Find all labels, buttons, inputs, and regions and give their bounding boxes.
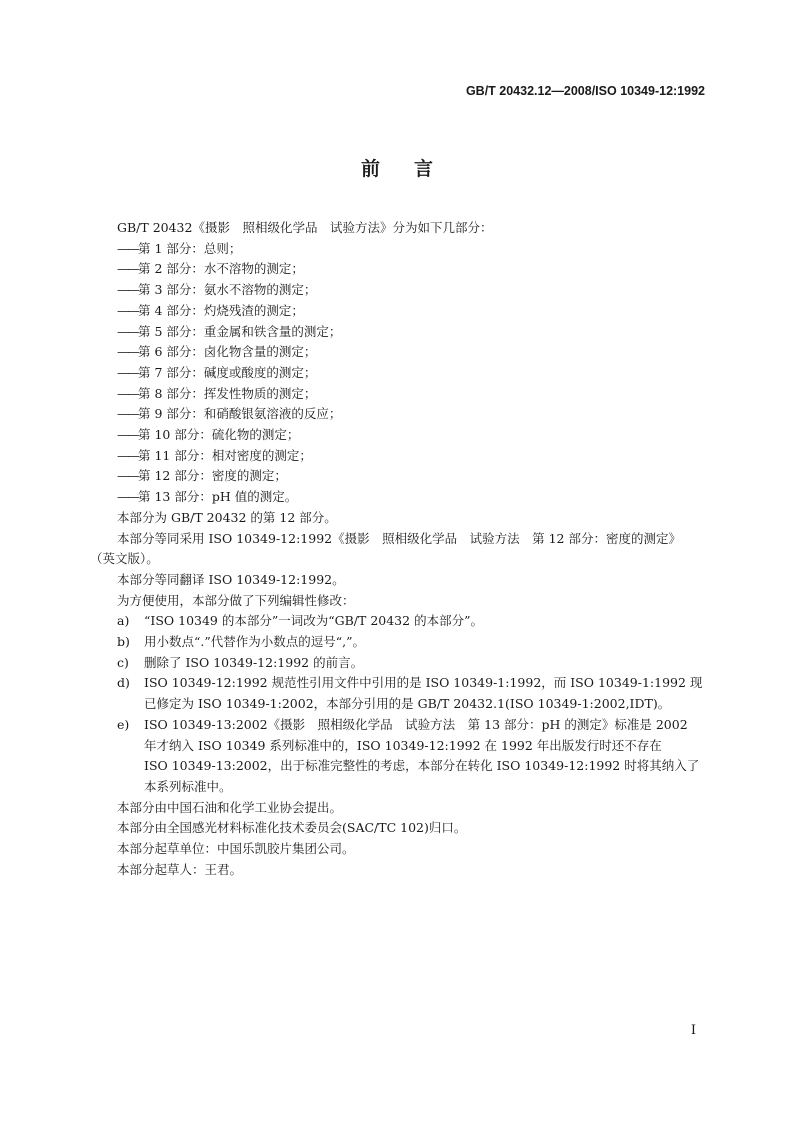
dash-mark: ——: [117, 344, 138, 360]
list-item: [90, 466, 710, 487]
title-char-2: 言: [414, 158, 434, 180]
list-item-text: ISO 10349-13:2002《摄影 照相级化学品 试验方法 第 13 部分：pH 的测定》标准是 2002: [144, 716, 688, 732]
list-item: [90, 653, 710, 674]
dash-mark: ——: [117, 240, 138, 256]
adopt-paragraph-line-2: （英文版）。: [90, 551, 159, 567]
list-item: [90, 259, 710, 280]
list-item-text: 用小数点“.”代替作为小数点的逗号“,”。: [144, 634, 366, 650]
list-item-label: b): [117, 634, 130, 650]
list-item: [90, 673, 710, 714]
list-item-text: 第 2 部分：水不溶物的测定；: [138, 261, 304, 277]
list-item: [90, 446, 710, 467]
list-item-label: d): [117, 675, 130, 691]
list-item-text: ISO 10349-12:1992 规范性引用文件中引用的是 ISO 10349-1:1992，而 ISO 10349-1:1992 现: [144, 675, 703, 691]
page-number: I: [690, 1023, 696, 1038]
list-item: [90, 487, 710, 508]
list-item-text: 第 5 部分：重金属和铁含量的测定；: [138, 323, 342, 339]
document-body: [90, 218, 710, 881]
list-item-text: 本系列标准中。: [144, 778, 232, 794]
list-item: [90, 363, 710, 384]
edits-list: [90, 611, 710, 797]
edit-intro-paragraph: 为方便使用，本部分做了下列编辑性修改：: [117, 592, 355, 608]
list-item-label: c): [117, 654, 129, 670]
list-item-text: “ISO 10349 的本部分”一词改为“GB/T 20432 的本部分”。: [144, 613, 483, 629]
page-title: [0, 154, 794, 181]
centralized-paragraph: 本部分由全国感光材料标准化技术委员会(SAC/TC 102)归口。: [117, 820, 467, 836]
list-item: [90, 632, 710, 653]
list-item: [90, 322, 710, 343]
dash-mark: ——: [117, 302, 138, 318]
list-item: [90, 425, 710, 446]
dash-mark: ——: [117, 468, 138, 484]
standard-code: GB/T 20432.12—2008/ISO 10349-12:1992: [465, 84, 705, 98]
part-of-paragraph: 本部分为 GB/T 20432 的第 12 部分。: [117, 509, 337, 525]
drafting-unit-paragraph: 本部分起草单位：中国乐凯胶片集团公司。: [117, 841, 355, 857]
list-item-text: 第 6 部分：卤化物含量的测定；: [138, 344, 317, 360]
list-item: [90, 384, 710, 405]
dash-mark: ——: [117, 323, 138, 339]
list-item: [90, 239, 710, 260]
list-item: [90, 342, 710, 363]
list-item-label: a): [117, 613, 130, 629]
list-item-text: 删除了 ISO 10349-12:1992 的前言。: [144, 654, 364, 670]
translate-paragraph: 本部分等同翻译 ISO 10349-12:1992。: [117, 571, 345, 587]
list-item-label: e): [117, 716, 130, 732]
parts-list: [90, 239, 710, 508]
dash-mark: ——: [117, 489, 138, 505]
list-item-text: 第 1 部分：总则；: [138, 240, 242, 256]
list-item-text: 第 9 部分：和硝酸银氨溶液的反应；: [138, 406, 342, 422]
list-item-text: 第 12 部分：密度的测定；: [138, 468, 287, 484]
list-item-text: 年才纳入 ISO 10349 系列标准中的，ISO 10349-12:1992 在 1992 年出版发行时还不存在: [144, 737, 662, 753]
dash-mark: ——: [117, 427, 138, 443]
list-item: [90, 611, 710, 632]
list-item: [90, 715, 710, 798]
list-item-text: 第 4 部分：灼烧残渣的测定；: [138, 302, 304, 318]
list-item-text: 第 8 部分：挥发性物质的测定；: [138, 385, 317, 401]
list-item-text: 第 7 部分：碱度或酸度的测定；: [138, 364, 317, 380]
dash-mark: ——: [117, 447, 138, 463]
list-item: [90, 404, 710, 425]
list-item: [90, 280, 710, 301]
dash-mark: ——: [117, 385, 138, 401]
list-item-text: 第 10 部分：硫化物的测定；: [138, 427, 300, 443]
list-item-text: 第 11 部分：相对密度的测定；: [138, 447, 312, 463]
dash-mark: ——: [117, 364, 138, 380]
intro-paragraph: GB/T 20432《摄影 照相级化学品 试验方法》分为如下几部分：: [117, 220, 493, 235]
drafter-paragraph: 本部分起草人：王君。: [117, 861, 243, 877]
dash-mark: ——: [117, 282, 138, 298]
list-item: [90, 301, 710, 322]
proposed-paragraph: 本部分由中国石油和化学工业协会提出。: [117, 799, 343, 815]
list-item-text: ISO 10349-13:2002，出于标准完整性的考虑，本部分在转化 ISO 10349-12:1992 时将其纳入了: [144, 758, 700, 774]
list-item-text: 已修定为 ISO 10349-1:2002，本部分引用的是 GB/T 20432.1(ISO 10349-1:2002,IDT)。: [144, 696, 671, 712]
dash-mark: ——: [117, 261, 138, 277]
adopt-paragraph-line-1: 本部分等同采用 ISO 10349-12:1992《摄影 照相级化学品 试验方法 第 12 部分：密度的测定》: [117, 530, 681, 546]
title-char-1: 前: [360, 158, 380, 180]
list-item-text: 第 13 部分：pH 值的测定。: [138, 489, 298, 505]
list-item-text: 第 3 部分：氨水不溶物的测定；: [138, 282, 317, 298]
dash-mark: ——: [117, 406, 138, 422]
